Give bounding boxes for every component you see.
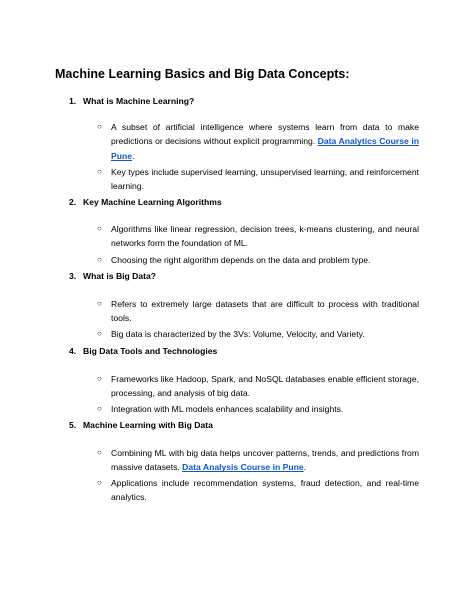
list-item xyxy=(97,327,419,341)
section-heading-4 xyxy=(69,346,217,356)
list-item-text: Algorithms like linear regression, decision trees, k-means clustering, and neural networks form the foundation of ML. xyxy=(111,224,419,249)
list-item xyxy=(97,476,419,505)
list-item-text: Big data is characterized by the 3Vs: Volume, Velocity, and Variety. xyxy=(111,329,365,339)
hollow-circle-bullet-icon: ○ xyxy=(97,255,102,264)
list-item xyxy=(97,165,419,194)
list-item xyxy=(97,222,419,251)
section-number: 1. xyxy=(69,96,77,106)
data-analysis-course-link[interactable]: Data Analysis Course in Pune xyxy=(182,462,304,473)
list-item-punctuation: . xyxy=(132,150,135,161)
section-heading-text: Big Data Tools and Technologies xyxy=(83,346,218,356)
list-item-text: Key types include supervised learning, unsupervised learning, and reinforcement learning. xyxy=(111,167,419,192)
section-heading-3 xyxy=(69,271,156,281)
list-item-text: Refers to extremely large datasets that are difficult to process with traditional tools. xyxy=(111,299,419,324)
section-heading-text: Machine Learning with Big Data xyxy=(83,420,213,430)
hollow-circle-bullet-icon: ○ xyxy=(97,122,102,131)
section-number: 4. xyxy=(69,346,77,356)
list-item xyxy=(97,297,419,326)
hollow-circle-bullet-icon: ○ xyxy=(97,478,102,487)
section-number: 5. xyxy=(69,420,77,430)
section-number: 3. xyxy=(69,271,77,281)
list-item xyxy=(97,372,419,401)
list-item-text: Frameworks like Hadoop, Spark, and NoSQL databases enable efficient storage, processing, and analysis of big data. xyxy=(111,374,419,399)
hollow-circle-bullet-icon: ○ xyxy=(97,299,102,308)
list-item xyxy=(97,402,419,416)
list-item-text: A subset of artificial intelligence where systems learn from data to make predictions or decisions without explicit programming. xyxy=(111,122,419,147)
list-item-text: Combining ML with big data helps uncover patterns, trends, and predictions from massive datasets. xyxy=(111,448,419,473)
section-heading-text: Key Machine Learning Algorithms xyxy=(83,197,222,207)
section-heading-2 xyxy=(69,197,222,207)
list-item-text: Applications include recommendation systems, fraud detection, and real-time analytics. xyxy=(111,478,419,503)
section-heading-text: What is Big Data? xyxy=(83,271,157,281)
hollow-circle-bullet-icon: ○ xyxy=(97,167,102,176)
hollow-circle-bullet-icon: ○ xyxy=(97,329,102,338)
hollow-circle-bullet-icon: ○ xyxy=(97,374,102,383)
list-item-text: Choosing the right algorithm depends on the data and problem type. xyxy=(111,255,371,265)
hollow-circle-bullet-icon: ○ xyxy=(97,404,102,413)
section-heading-text: What is Machine Learning? xyxy=(83,96,195,106)
list-item xyxy=(97,446,419,475)
section-heading-1 xyxy=(69,96,194,106)
section-heading-5 xyxy=(69,420,213,430)
document-title: Machine Learning Basics and Big Data Concepts: xyxy=(55,67,350,81)
data-analytics-course-link[interactable]: Data Analytics Course in Pune xyxy=(111,136,419,161)
section-number: 2. xyxy=(69,197,77,207)
list-item-text: Integration with ML models enhances scalability and insights. xyxy=(111,404,344,414)
list-item-punctuation: . xyxy=(303,462,307,473)
hollow-circle-bullet-icon: ○ xyxy=(97,448,102,457)
list-item xyxy=(97,120,419,163)
list-item xyxy=(97,253,419,267)
hollow-circle-bullet-icon: ○ xyxy=(97,224,102,233)
